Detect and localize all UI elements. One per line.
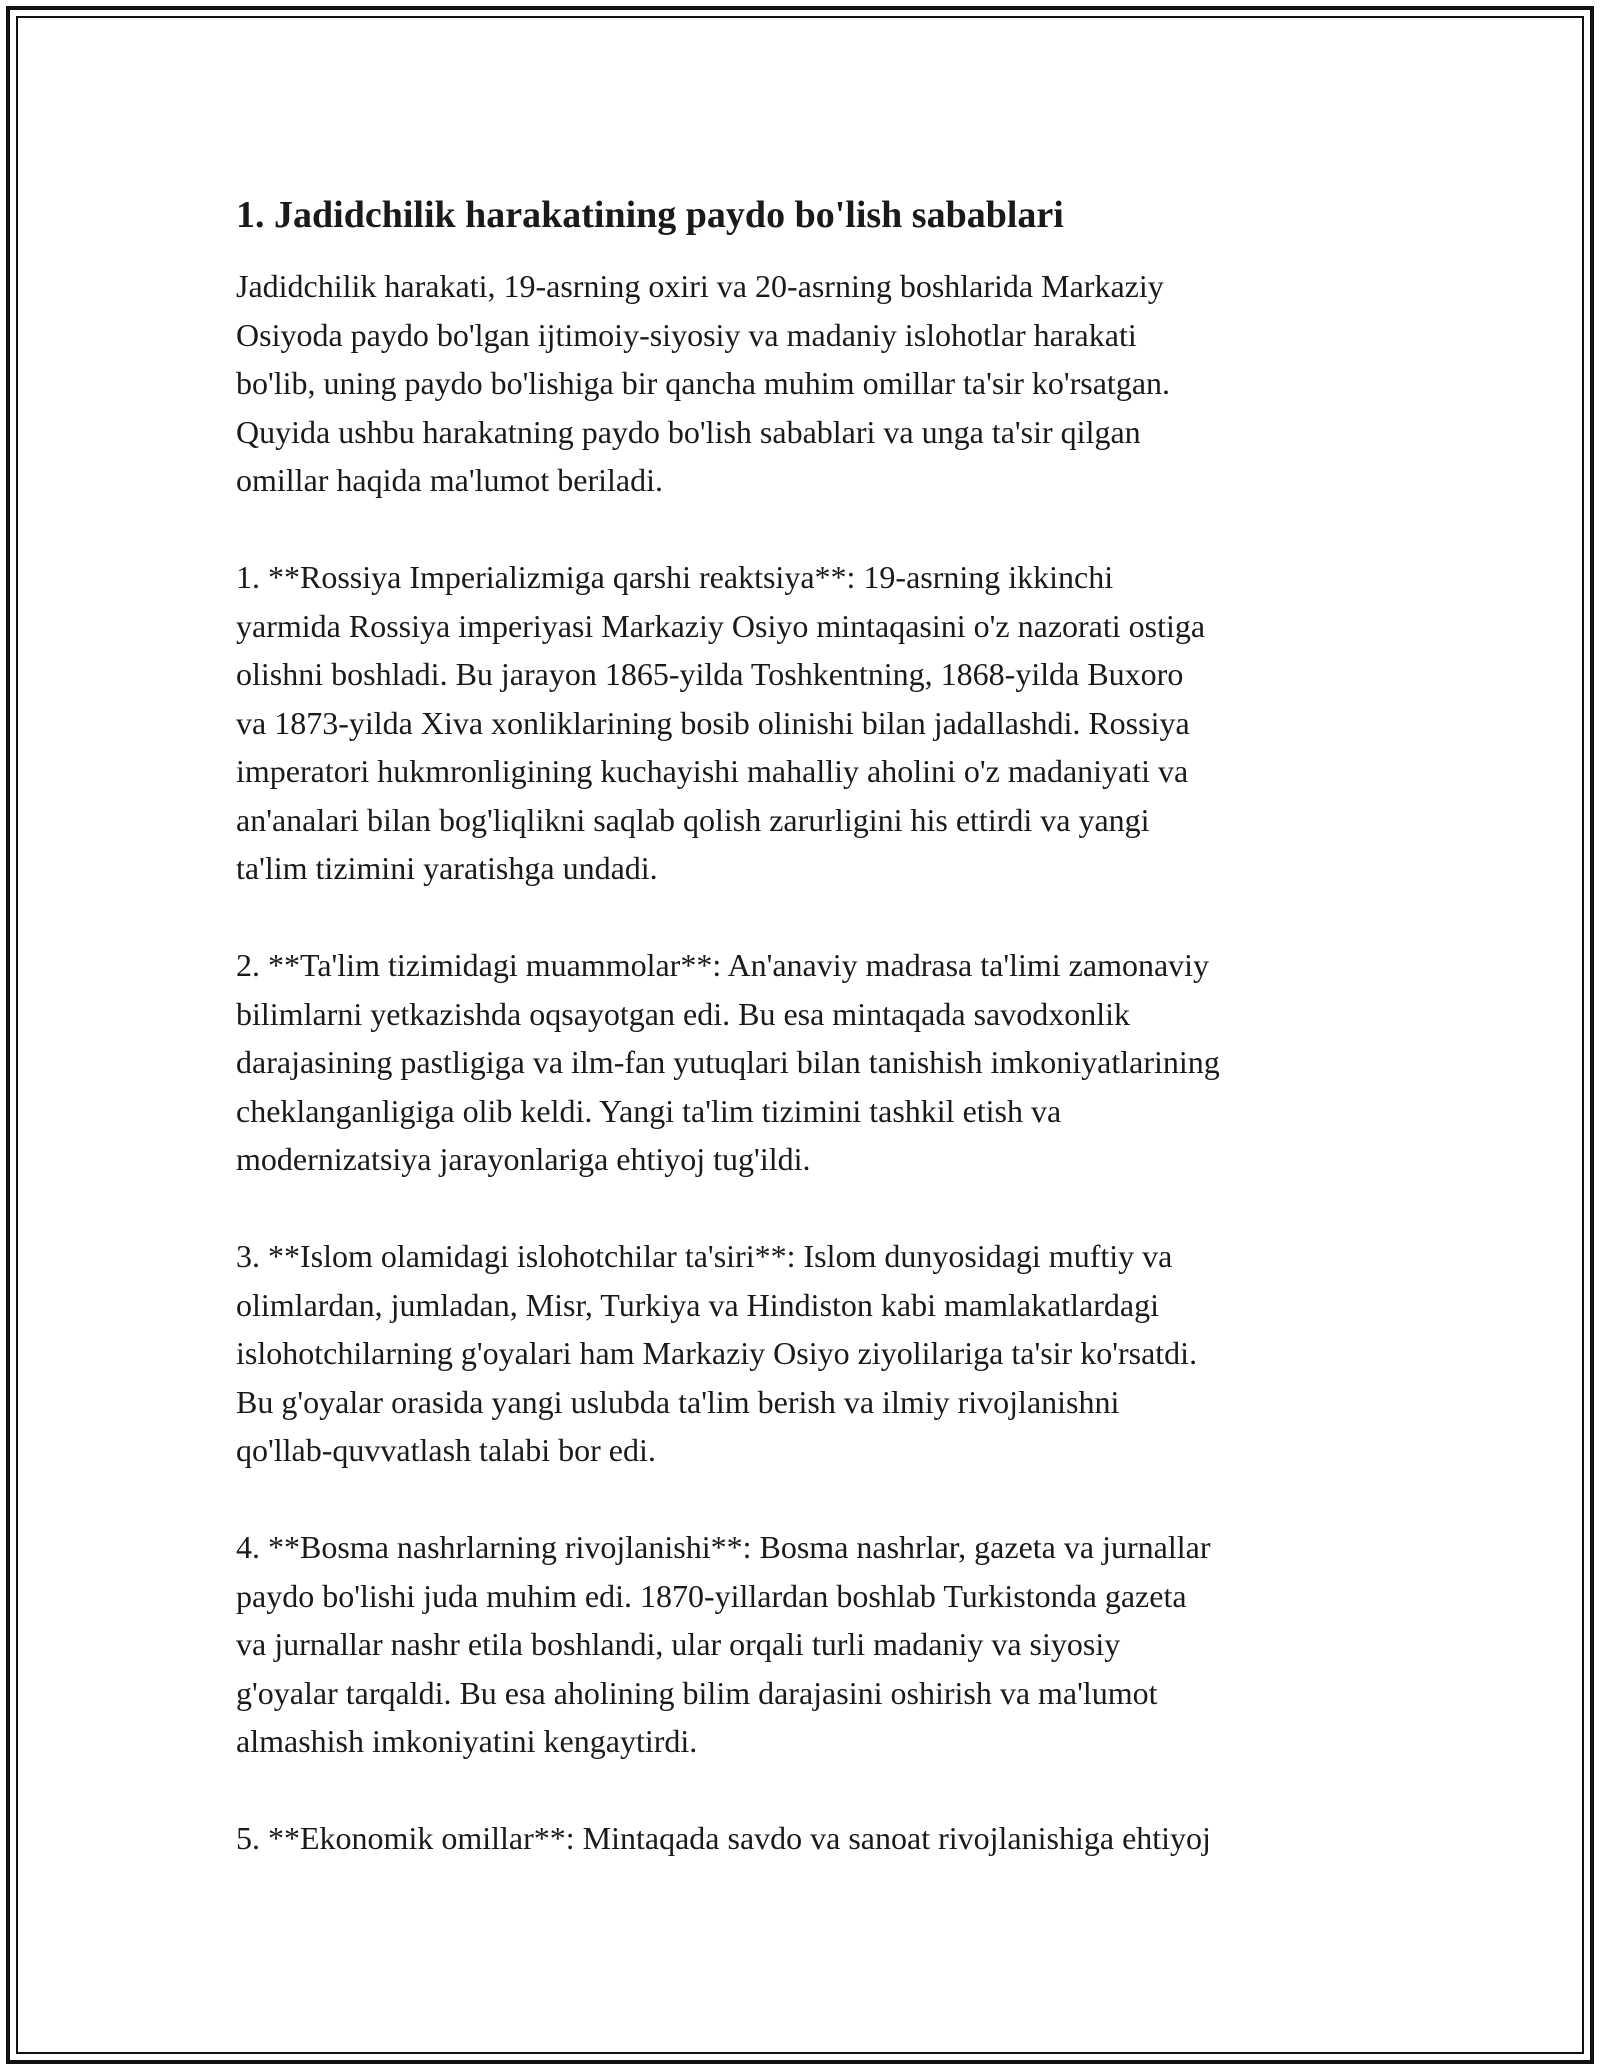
list-item-4-paragraph xyxy=(236,1523,1376,1766)
text-line: omillar haqida ma'lumot beriladi. xyxy=(236,462,663,498)
text-line: darajasining pastligiga va ilm-fan yutuqlari bilan tanishish imkoniyatlarining xyxy=(236,1044,1220,1080)
text-line: va 1873-yilda Xiva xonliklarining bosib olinishi bilan jadallashdi. Rossiya xyxy=(236,704,1190,741)
text-line: almashish imkoniyatini kengaytirdi. xyxy=(236,1723,698,1759)
text-line: olimlardan, jumladan, Misr, Turkiya va Hindiston kabi mamlakatlardagi xyxy=(236,1286,1160,1323)
text-line: 2. **Ta'lim tizimidagi muammolar**: An'anaviy madrasa ta'limi zamonaviy xyxy=(236,947,1210,983)
text-line: 3. **Islom olamidagi islohotchilar ta'siri**: Islom dunyosidagi muftiy va xyxy=(236,1238,1173,1274)
document-title: 1. Jadidchilik harakatining paydo bo'lish sabablari xyxy=(236,194,1064,236)
list-item-2-paragraph xyxy=(236,941,1376,1184)
text-line: bo'lib, uning paydo bo'lishiga bir qancha muhim omillar ta'sir ko'rsatgan. xyxy=(236,365,1171,401)
document-body xyxy=(236,188,1376,1911)
text-line: Osiyoda paydo bo'lgan ijtimoiy-siyosiy va madaniy islohotlar harakati xyxy=(236,316,1137,353)
text-line: islohotchilarning g'oyalari ham Markaziy Osiyo ziyolilariga ta'sir ko'rsatdi. xyxy=(236,1335,1198,1371)
text-line: paydo bo'lishi juda muhim edi. 1870-yillardan boshlab Turkistonda gazeta xyxy=(236,1577,1187,1614)
text-line: Bu g'oyalar orasida yangi uslubda ta'lim berish va ilmiy rivojlanishni xyxy=(236,1383,1120,1420)
text-line: Quyida ushbu harakatning paydo bo'lish sabablari va unga ta'sir qilgan xyxy=(236,413,1141,450)
text-line: cheklanganligiga olib keldi. Yangi ta'lim tizimini tashkil etish va xyxy=(236,1092,1062,1129)
text-line: g'oyalar tarqaldi. Bu esa aholining bilim darajasini oshirish va ma'lumot xyxy=(236,1674,1158,1711)
text-line: 4. **Bosma nashrlarning rivojlanishi**: Bosma nashrlar, gazeta va jurnallar xyxy=(236,1529,1211,1565)
text-line: 1. **Rossiya Imperializmiga qarshi reaktsiya**: 19-asrning ikkinchi xyxy=(236,559,1114,595)
text-line: olishni boshladi. Bu jarayon 1865-yilda Toshkentning, 1868-yilda Buxoro xyxy=(236,656,1184,692)
text-line: qo'llab-quvvatlash talabi bor edi. xyxy=(236,1432,656,1468)
text-line: modernizatsiya jarayonlariga ehtiyoj tug'ildi. xyxy=(236,1141,811,1177)
text-line: Jadidchilik harakati, 19-asrning oxiri va 20-asrning boshlarida Markaziy xyxy=(236,268,1164,304)
list-item-1-paragraph xyxy=(236,553,1376,893)
list-item-5-paragraph xyxy=(236,1814,1376,1863)
intro-paragraph xyxy=(236,262,1376,505)
text-line: bilimlarni yetkazishda oqsayotgan edi. Bu esa mintaqada savodxonlik xyxy=(236,995,1131,1032)
text-line: an'analari bilan bog'liqlikni saqlab qolish zarurligini his ettirdi va yangi xyxy=(236,801,1150,838)
text-line: 5. **Ekonomik omillar**: Mintaqada savdo va sanoat rivojlanishiga ehtiyoj xyxy=(236,1820,1211,1856)
text-line: va jurnallar nashr etila boshlandi, ular orqali turli madaniy va siyosiy xyxy=(236,1626,1121,1662)
list-item-3-paragraph xyxy=(236,1232,1376,1475)
text-line: imperatori hukmronligining kuchayishi mahalliy aholini o'z madaniyati va xyxy=(236,753,1189,789)
text-line: yarmida Rossiya imperiyasi Markaziy Osiyo mintaqasini o'z nazorati ostiga xyxy=(236,607,1206,644)
text-line: ta'lim tizimini yaratishga undadi. xyxy=(236,850,658,886)
